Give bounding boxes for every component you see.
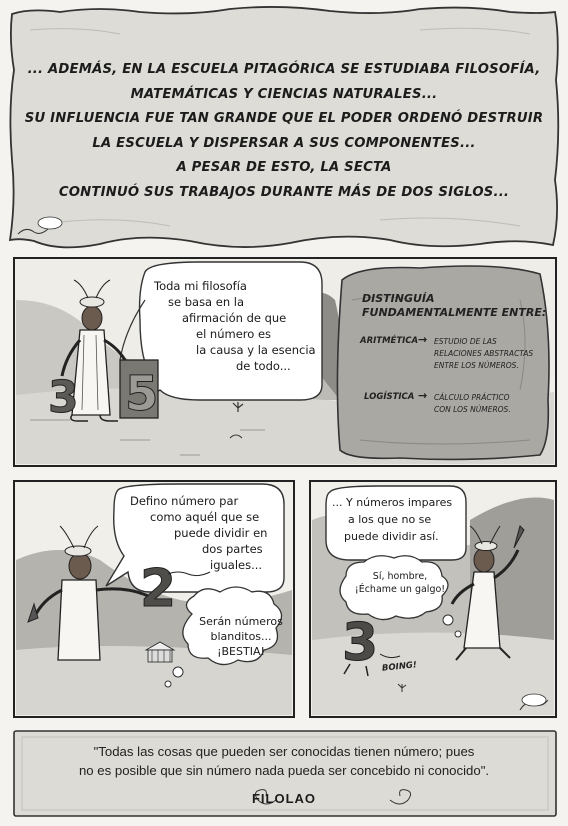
- panel-3-sfx: BOING!: [381, 660, 418, 674]
- speech-line: como aquél que se: [150, 510, 260, 524]
- panel-3-thought-text: [350, 570, 450, 596]
- rock-term-2: LOGÍSTICA: [364, 392, 415, 402]
- quote-line: "Todas las cosas que pueden ser conocidas tienen número; pues: [93, 744, 475, 759]
- speech-line: puede dividir en: [174, 526, 268, 540]
- rock-def-line: CÁLCULO PRÁCTICO: [434, 393, 510, 402]
- thought-line: ¡Échame un galgo!: [354, 584, 446, 595]
- banner-line: LA ESCUELA Y DISPERSAR A SUS COMPONENTES...: [92, 135, 476, 151]
- thought-line: Sí, hombre,: [372, 571, 428, 582]
- speech-line: la causa y la esencia: [196, 343, 316, 357]
- speech-line: puede dividir así.: [344, 530, 439, 543]
- number-3-jumping: 3: [342, 613, 379, 673]
- rock-def-line: RELACIONES ABSTRACTAS: [434, 349, 534, 358]
- thought-line: ¡BESTIA!: [217, 645, 265, 658]
- speech-line: Toda mi filosofía: [154, 279, 247, 293]
- rock-def-line: CON LOS NÚMEROS.: [434, 405, 511, 414]
- speech-line: se basa en la: [168, 295, 245, 309]
- banner-narration: [20, 58, 548, 205]
- speech-line: el número es: [196, 327, 272, 341]
- rock-def-line: ENTRE LOS NÚMEROS.: [434, 361, 519, 370]
- number-5-statue: 5: [125, 366, 159, 422]
- banner-line: SU INFLUENCIA FUE TAN GRANDE QUE EL PODER ORDENÓ DESTRUIR: [24, 111, 544, 126]
- speech-line: dos partes: [202, 542, 263, 556]
- rock-heading: [362, 292, 546, 320]
- banner-line: MATEMÁTICAS Y CIENCIAS NATURALES...: [130, 86, 438, 102]
- panel-1-speech-text: [150, 278, 320, 374]
- number-3-statue: 3: [48, 372, 79, 423]
- speech-line: iguales...: [210, 558, 263, 572]
- arrow-right-icon: →: [418, 333, 428, 346]
- speech-line: afirmación de que: [182, 311, 287, 325]
- number-2-statue: 2: [140, 559, 177, 619]
- quote-line: no es posible que sin número nada pueda ser concebido ni conocido".: [78, 763, 490, 778]
- rock-def-line: ESTUDIO DE LAS: [434, 337, 497, 346]
- banner-line: CONTINUÓ SUS TRABAJOS DURANTE MÁS DE DOS SIGLOS...: [58, 184, 510, 200]
- speech-line: ... Y números impares: [332, 496, 453, 509]
- panel-2-speech-text: [128, 493, 278, 573]
- rock-heading-line: FUNDAMENTALMENTE ENTRE:: [362, 306, 547, 319]
- panel-3-speech-text: [332, 494, 472, 545]
- speech-line: de todo...: [236, 359, 291, 373]
- panel-2-thought-text: [196, 614, 286, 659]
- rock-heading-line: DISTINGUÍA: [362, 292, 435, 305]
- speech-line: Defino número par: [130, 494, 239, 508]
- rock-def-1: [434, 336, 533, 372]
- rock-term-1: ARITMÉTICA: [360, 336, 419, 346]
- quote-author: FILOLAO: [251, 791, 317, 806]
- rock-def-2: [434, 392, 511, 416]
- speech-line: a los que no se: [348, 513, 432, 526]
- banner-line: A PESAR DE ESTO, LA SECTA: [176, 160, 392, 175]
- thought-line: Serán números: [199, 615, 283, 628]
- thought-line: blanditos...: [210, 630, 272, 643]
- banner-line: ... ADEMÁS, EN LA ESCUELA PITAGÓRICA SE ESTUDIABA FILOSOFÍA,: [27, 62, 541, 77]
- arrow-right-icon: →: [418, 389, 428, 402]
- philolaus-quote: [42, 742, 526, 780]
